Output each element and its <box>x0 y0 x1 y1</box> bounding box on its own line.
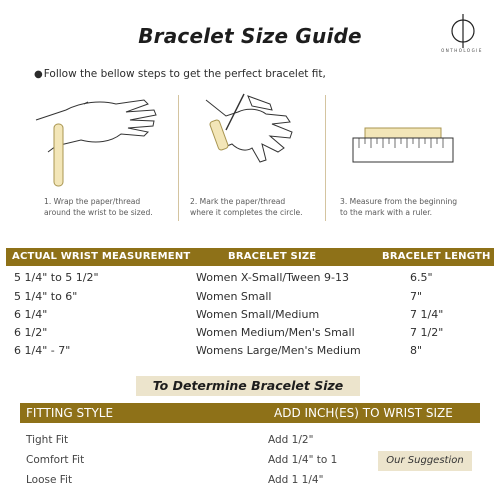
table-row <box>0 433 500 451</box>
step-2-caption <box>190 196 303 218</box>
determine-size-banner: To Determine Bracelet Size <box>136 376 360 396</box>
step-1-caption <box>44 196 153 218</box>
length-cell: 7 1/2" <box>410 326 444 339</box>
size-cell: Women Small/Medium <box>196 308 320 321</box>
wrist-cell: 6 1/2" <box>14 326 48 339</box>
fit-style-cell: Loose Fit <box>26 474 73 486</box>
step-1-caption-line1: 1. Wrap the paper/thread <box>44 197 141 206</box>
step-1-caption-line2: around the wrist to be sized. <box>44 208 153 217</box>
step-3-caption-line1: 3. Measure from the beginning <box>340 197 458 206</box>
header-wrist-measurement: ACTUAL WRIST MEASUREMENT <box>12 251 191 262</box>
fit-table-header <box>20 403 480 423</box>
header-fitting-style: FITTING STYLE <box>26 406 114 420</box>
size-cell: Women Medium/Men's Small <box>196 326 355 339</box>
instruction-text: ●Follow the bellow steps to get the perfect bracelet fit, <box>34 68 326 80</box>
wrist-cell: 6 1/4" <box>14 308 48 321</box>
our-suggestion-badge: Our Suggestion <box>378 451 472 471</box>
fit-add-cell: Add 1 1/4" <box>268 474 324 486</box>
fit-add-cell: Add 1/4" to 1 <box>268 454 338 466</box>
table-row <box>0 473 500 491</box>
length-cell: 7 1/4" <box>410 308 444 321</box>
step-3-ruler-illustration <box>345 90 465 194</box>
wrist-cell: 6 1/4" - 7" <box>14 344 71 357</box>
length-cell: 8" <box>410 344 423 357</box>
divider <box>325 95 326 221</box>
header-bracelet-size: BRACELET SIZE <box>228 251 317 262</box>
step-3-caption-line2: to the mark with a ruler. <box>340 208 433 217</box>
length-cell: 7" <box>410 290 423 303</box>
step-1-wrap-illustration <box>26 90 176 194</box>
header-bracelet-length: BRACELET LENGTH <box>382 251 491 262</box>
table-row <box>0 325 500 343</box>
step-2-caption-line1: 2. Mark the paper/thread <box>190 197 286 206</box>
fit-style-cell: Tight Fit <box>26 434 69 446</box>
divider <box>178 95 179 221</box>
instruction-label: Follow the bellow steps to get the perfect bracelet fit, <box>43 68 326 80</box>
size-cell: Women X-Small/Tween 9-13 <box>196 271 349 284</box>
wrist-cell: 5 1/4" to 6" <box>14 290 78 303</box>
table-row <box>0 270 500 288</box>
wrist-cell: 5 1/4" to 5 1/2" <box>14 271 99 284</box>
brand-name: ONTHOLOGIE <box>441 48 483 53</box>
length-cell: 6.5" <box>410 271 433 284</box>
table-row <box>0 343 500 361</box>
fit-style-cell: Comfort Fit <box>26 454 85 466</box>
size-cell: Women Small <box>196 290 272 303</box>
table-row <box>0 289 500 307</box>
size-cell: Womens Large/Men's Medium <box>196 344 361 357</box>
step-3-caption <box>340 196 457 218</box>
table-row <box>0 307 500 325</box>
header-add-inches: ADD INCH(ES) TO WRIST SIZE <box>274 406 453 420</box>
size-table-header <box>6 248 494 266</box>
page-title: Bracelet Size Guide <box>138 24 362 48</box>
step-2-caption-line2: where it completes the circle. <box>190 208 303 217</box>
step-2-mark-illustration <box>186 90 326 194</box>
fit-add-cell: Add 1/2" <box>268 434 314 446</box>
